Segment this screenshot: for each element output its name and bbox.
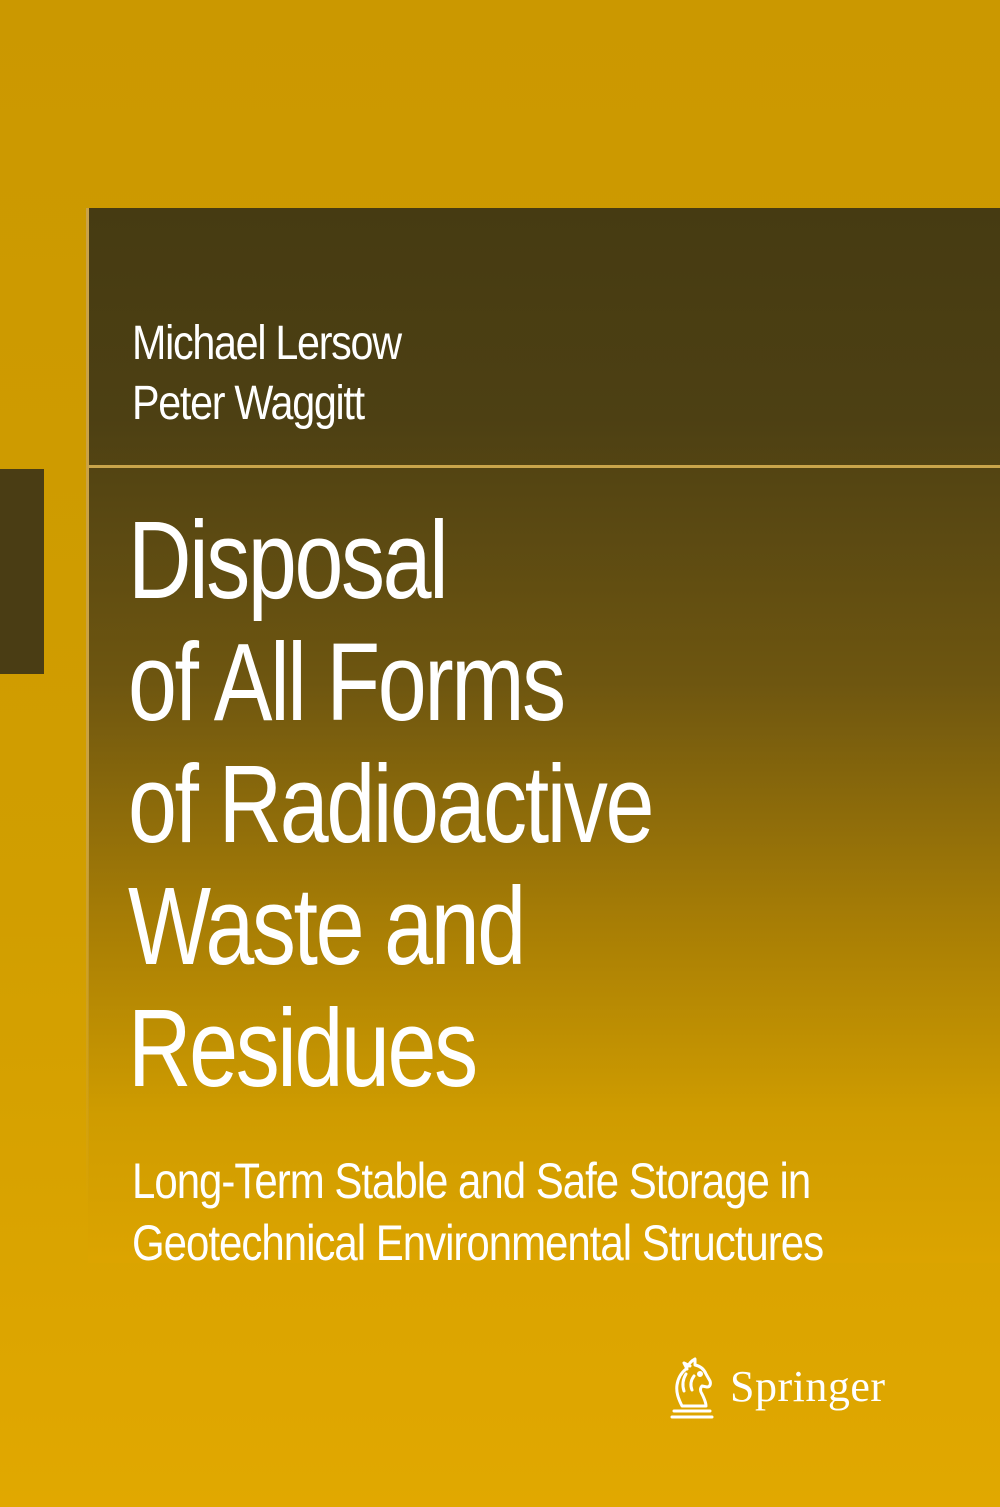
book-subtitle xyxy=(132,1150,823,1274)
springer-horse-icon xyxy=(664,1354,720,1420)
panel-edge-line xyxy=(86,208,89,1208)
publisher-logo xyxy=(664,1352,886,1422)
title-line: of All Forms xyxy=(128,621,564,744)
author-separator-line xyxy=(88,465,1000,468)
subtitle-line: Geotechnical Environmental Structures xyxy=(132,1215,824,1271)
publisher-name: Springer xyxy=(730,1362,886,1411)
author-name: Peter Waggitt xyxy=(132,377,364,430)
title-line: Disposal xyxy=(128,499,447,622)
author-name: Michael Lersow xyxy=(132,317,401,370)
book-title xyxy=(128,500,652,1110)
title-line: Waste and xyxy=(128,865,524,988)
side-tab xyxy=(0,469,44,674)
author-list xyxy=(132,314,401,434)
title-line: Residues xyxy=(128,987,476,1110)
subtitle-line: Long-Term Stable and Safe Storage in xyxy=(132,1153,811,1209)
title-line: of Radioactive xyxy=(128,743,653,866)
